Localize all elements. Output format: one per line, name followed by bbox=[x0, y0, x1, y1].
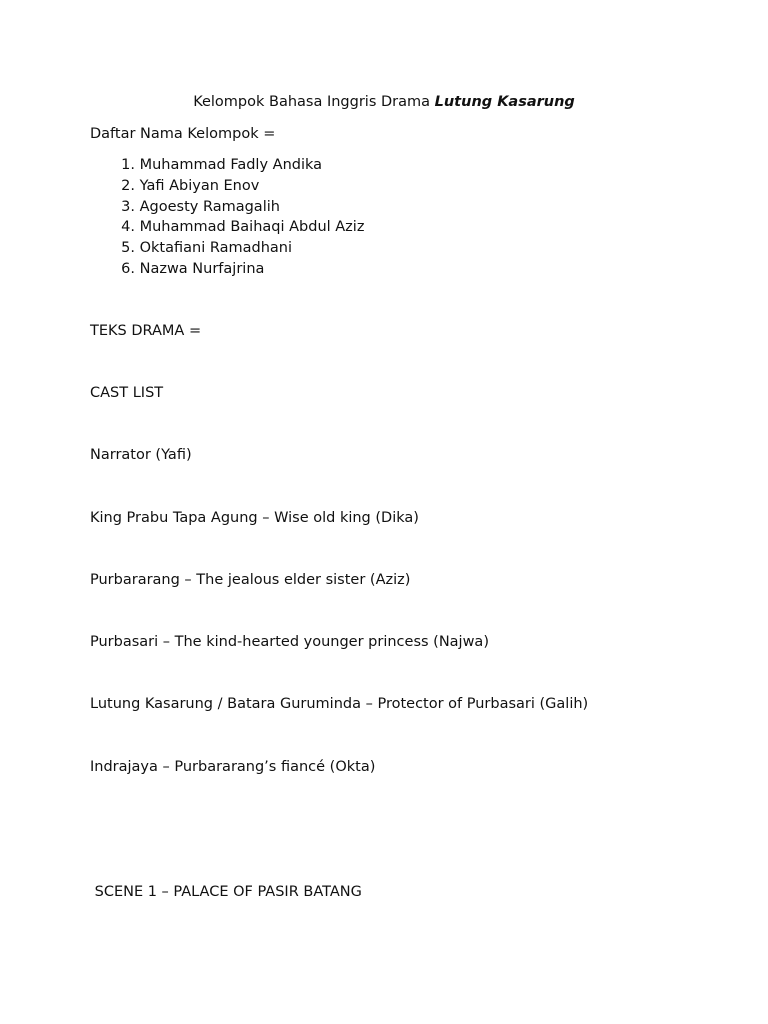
member-name: Muhammad Baihaqi Abdul Aziz bbox=[139, 219, 365, 236]
cast-item-purbararang: Purbararang – The jealous elder sister (Aziz) bbox=[90, 572, 411, 588]
scene-heading: SCENE 1 – PALACE OF PASIR BATANG bbox=[90, 884, 362, 900]
list-number: 2. bbox=[121, 177, 135, 194]
member-name: Agoesty Ramagalih bbox=[139, 198, 280, 215]
list-number: 6. bbox=[121, 260, 135, 277]
group-heading: Daftar Nama Kelompok = bbox=[90, 126, 276, 142]
list-item bbox=[108, 239, 364, 260]
cast-item-indrajaya: Indrajaya – Purbararang’s fiancé (Okta) bbox=[90, 759, 376, 775]
member-name: Muhammad Fadly Andika bbox=[139, 157, 323, 173]
list-item bbox=[108, 260, 364, 281]
cast-item-lutung-kasarung: Lutung Kasarung / Batara Guruminda – Protector of Purbasari (Galih) bbox=[90, 696, 589, 712]
cast-item-purbasari: Purbasari – The kind-hearted younger princess (Najwa) bbox=[90, 634, 489, 650]
document-title bbox=[0, 93, 768, 111]
list-item bbox=[108, 218, 364, 239]
list-number: 1. bbox=[121, 157, 135, 173]
member-name: Yafi Abiyan Enov bbox=[139, 177, 260, 194]
cast-heading: CAST LIST bbox=[90, 385, 164, 401]
drama-heading: TEKS DRAMA = bbox=[90, 323, 202, 339]
list-number: 5. bbox=[121, 240, 135, 257]
cast-item-narrator: Narrator (Yafi) bbox=[90, 447, 192, 463]
member-name: Oktafiani Ramadhani bbox=[139, 240, 292, 257]
list-item bbox=[108, 198, 364, 219]
list-item bbox=[108, 177, 364, 198]
list-number: 3. bbox=[121, 198, 135, 215]
cast-item-king: King Prabu Tapa Agung – Wise old king (Dika) bbox=[90, 510, 419, 526]
member-name: Nazwa Nurfajrina bbox=[139, 260, 265, 277]
list-number: 4. bbox=[121, 219, 135, 236]
list-item bbox=[108, 156, 364, 177]
title-text: Kelompok Bahasa Inggris Drama bbox=[193, 94, 435, 110]
title-emphasis: Lutung Kasarung bbox=[434, 94, 575, 110]
member-list bbox=[108, 156, 364, 281]
